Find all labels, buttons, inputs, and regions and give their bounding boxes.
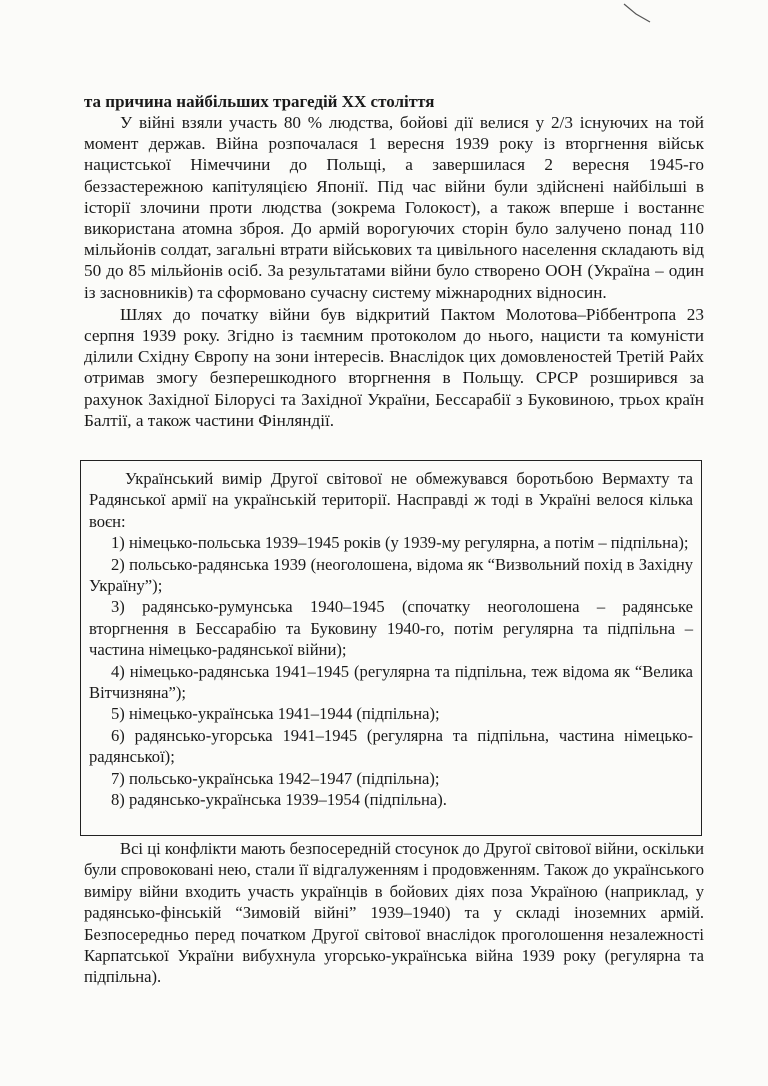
- list-item: 8) радянсько-українська 1939–1954 (підпільна).: [111, 790, 447, 810]
- list-item: 5) німецько-українська 1941–1944 (підпільна);: [111, 704, 440, 724]
- paragraph-closing: Всі ці конфлікти мають безпосередній стосунок до Другої світової війни, оскільки були спровоковані нею, стали її відгалуженням і продовженням. Також до українського виміру війни входить участь українців в бойових діях поза Україною (наприклад, у радянсько-фінській “Зимовій війні” 1939–1940) та у складі іноземних армій. Безпосередньо перед початком Другої світової внаслідок проголошення незалежності Карпатської України вибухнула угорсько-українська війна 1939 року (регулярна та підпільна).: [84, 839, 704, 987]
- closing-section: [84, 838, 704, 988]
- list-item: 4) німецько-радянська 1941–1945 (регулярна та підпільна, теж відома як “Велика Вітчизняна”);: [89, 661, 693, 703]
- list-item: 3) радянсько-румунська 1940–1945 (спочатку неоголошена – радянське вторгнення в Бессарабію та Буковину 1940-го, потім регулярна та підпільна – частина німецько-радянської війни);: [89, 597, 693, 660]
- ukrainian-dimension-box: [80, 460, 702, 836]
- list-item: 7) польсько-українська 1942–1947 (підпільна);: [111, 768, 440, 788]
- document-body: [84, 92, 704, 431]
- scan-pen-mark: [622, 2, 654, 24]
- paragraph-ww2-overview: У війні взяли участь 80 % людства, бойові дії велися у 2/3 існуючих на той момент держав. Війна розпочалася 1 вересня 1939 року із вторгнення військ нацистської Німеччини до Польщі, а завершилася 2 вересня 1945-го беззастережною капітуляцією Японії. Під час війни були здійснені найбільші в історії злочини проти людства (зокрема Голокост), а також вперше і востаннє використана атомна зброя. До армій ворогуючих сторін було залучено понад 110 мільйонів солдат, загальні втрати військових та цивільного населення складають від 50 до 85 мільйонів осіб. За результатами війни було створено ООН (Україна – один із засновників) та сформовано сучасну систему міжнародних відносин.: [84, 113, 704, 302]
- list-item: 6) радянсько-угорська 1941–1945 (регулярна та підпільна, частина німецько-радянської);: [89, 725, 693, 767]
- section-heading: та причина найбільших трагедій XX століття: [84, 92, 435, 111]
- box-intro: Український вимір Другої світової не обмежувався боротьбою Вермахту та Радянської армії на українській території. Насправді ж тоді в Україні велося кілька воєн:: [89, 469, 693, 531]
- list-item: 2) польсько-радянська 1939 (неоголошена, відома як “Визвольний похід в Західну Україну”);: [89, 554, 693, 596]
- paragraph-molotov-ribbentrop: Шлях до початку війни був відкритий Пактом Молотова–Ріббентропа 23 серпня 1939 року. Згідно із таємним протоколом до нього, нацисти та комуністи ділили Східну Європу на зони інтересів. Внаслідок цих домовленостей Третій Райх отримав змогу безперешкодного вторгнення в Польщу. СРСР розширився за рахунок Західної Білорусі та Західної України, Бессарабії з Буковиною, трьох країн Балтії, а також частини Фінляндії.: [84, 304, 704, 430]
- list-item: 1) німецько-польська 1939–1945 років (у 1939-му регулярна, а потім – підпільна);: [111, 533, 689, 553]
